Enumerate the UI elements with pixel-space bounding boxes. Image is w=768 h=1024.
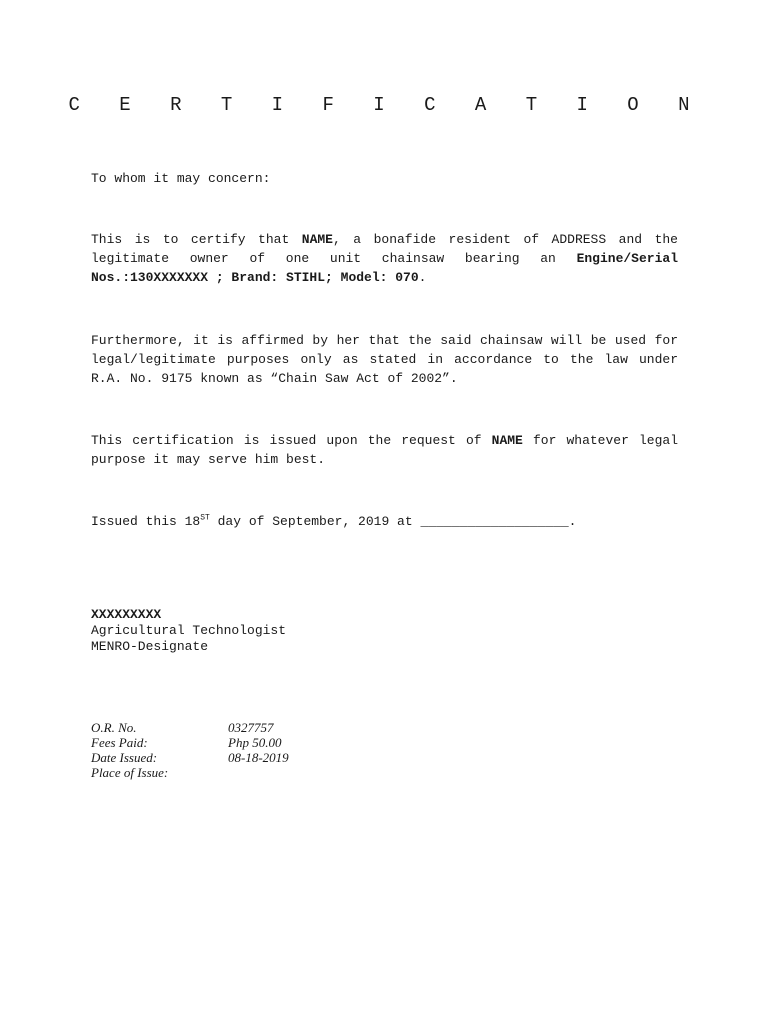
receipt-value: 08-18-2019 [228,750,289,765]
para3-text-2: for whatever legal purpose it may serve him best. [91,433,678,467]
issued-text-2: day of September, 2019 at ___________________. [209,514,577,529]
document-title: C E R T I F I C A T I O N [68,94,704,116]
issued-line [91,512,678,531]
para3-text-1: This certification is issued upon the request of [91,433,492,448]
receipt-label: Date Issued: [91,750,158,765]
receipt-value: Php 50.00 [228,735,282,750]
signatory-position: Agricultural Technologist [91,623,287,638]
para1-text-2: , a bonafide resident of ADDRESS and the legitimate owner of one unit chainsaw bearing an [91,232,678,266]
receipt-row [91,720,678,735]
greeting: To whom it may concern: [91,171,271,186]
receipt-value: 0327757 [228,720,274,735]
certification-paragraph [91,230,678,287]
affirmation-paragraph: Furthermore, it is affirmed by her that the said chainsaw will be used for legal/legitimate purposes only as stated in accordance to the law under R.A. No. 9175 known as “Chain Saw Act of 2002”. [91,333,678,386]
signatory-office: MENRO-Designate [91,639,209,654]
requester-name: NAME [491,433,523,448]
receipt-row [91,750,678,765]
request-paragraph [91,431,678,469]
signatory-name: XXXXXXXXX [91,607,162,622]
para1-text-1: This is to certify that [91,232,302,247]
issued-day-suffix: ST [200,513,210,523]
receipt-label: Place of Issue: [91,765,169,780]
receipt-row [91,765,678,780]
owner-name: NAME [301,232,333,247]
receipt-label: O.R. No. [91,720,137,735]
signature-block [91,607,678,655]
issued-text-1: Issued this 18 [91,514,201,529]
receipt-label: Fees Paid: [91,735,148,750]
receipt-row [91,735,678,750]
receipt-details [91,720,678,780]
chainsaw-details: Engine/Serial Nos.:130XXXXXXX ; Brand: STIHL; Model: 070 [91,251,678,285]
para1-text-3: . [418,270,427,285]
